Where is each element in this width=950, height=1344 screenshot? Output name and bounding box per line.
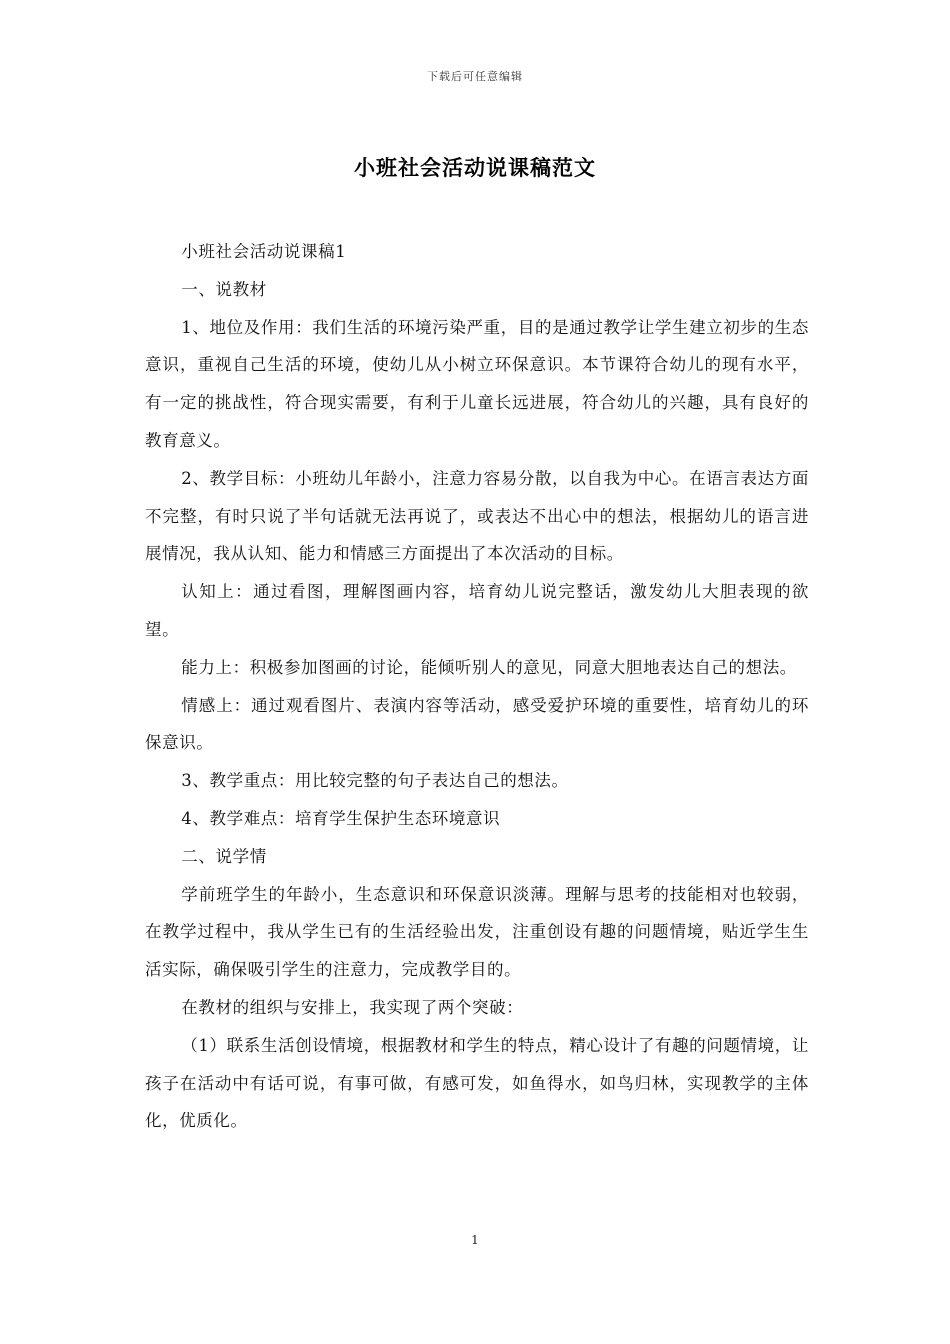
section-heading: 一、说教材: [181, 279, 267, 299]
page-number: 1: [471, 1233, 479, 1247]
header-note: 下载后可任意编辑: [427, 70, 523, 83]
body-paragraph: 4、教学难点：培育学生保护生态环境意识: [181, 808, 501, 828]
body-paragraph: （1）联系生活创设情境，根据教材和学生的特点，精心设计了有趣的问题情境，让孩子在活动中有话可说，有事可做，有感可发，如鱼得水，如鸟归林，实现教学的主体化，优质化。: [145, 1035, 809, 1131]
body-paragraph: 2、教学目标：小班幼儿年龄小，注意力容易分散，以自我为中心。在语言表达方面不完整，有时只说了半句话就无法再说了，或表达不出心中的想法，根据幼儿的语言进展情况，我从认知、能力和情感三方面提出了本次活动的目标。: [145, 468, 809, 564]
document-title: 小班社会活动说课稿范文: [354, 155, 596, 180]
body-paragraph: 1、地位及作用：我们生活的环境污染严重，目的是通过教学让学生建立初步的生态意识，重视自己生活的环境，使幼儿从小树立环保意识。本节课符合幼儿的现有水平，有一定的挑战性，符合现实需要，有利于儿童长远进展，符合幼儿的兴趣，具有良好的教育意义。: [145, 317, 809, 450]
body-paragraph: 在教材的组织与安排上，我实现了两个突破：: [181, 997, 524, 1017]
body-paragraph: 能力上：积极参加图画的讨论，能倾听别人的意见，同意大胆地表达自己的想法。: [181, 657, 797, 677]
section-heading: 小班社会活动说课稿1: [181, 242, 347, 261]
body-paragraph: 3、教学重点：用比较完整的句子表达自己的想法。: [181, 771, 569, 791]
document-body: [145, 233, 809, 1140]
body-paragraph: 认知上：通过看图，理解图画内容，培育幼儿说完整话，激发幼儿大胆表现的欲望。: [145, 582, 809, 639]
body-paragraph: 情感上：通过观看图片、表演内容等活动，感受爱护环境的重要性，培育幼儿的环保意识。: [145, 695, 809, 753]
body-paragraph: 学前班学生的年龄小，生态意识和环保意识淡薄。理解与思考的技能相对也较弱，在教学过程中，我从学生已有的生活经验出发，注重创设有趣的问题情境，贴近学生生活实际，确保吸引学生的注意力，完成教学目的。: [145, 884, 809, 980]
section-heading: 二、说学情: [181, 846, 267, 866]
